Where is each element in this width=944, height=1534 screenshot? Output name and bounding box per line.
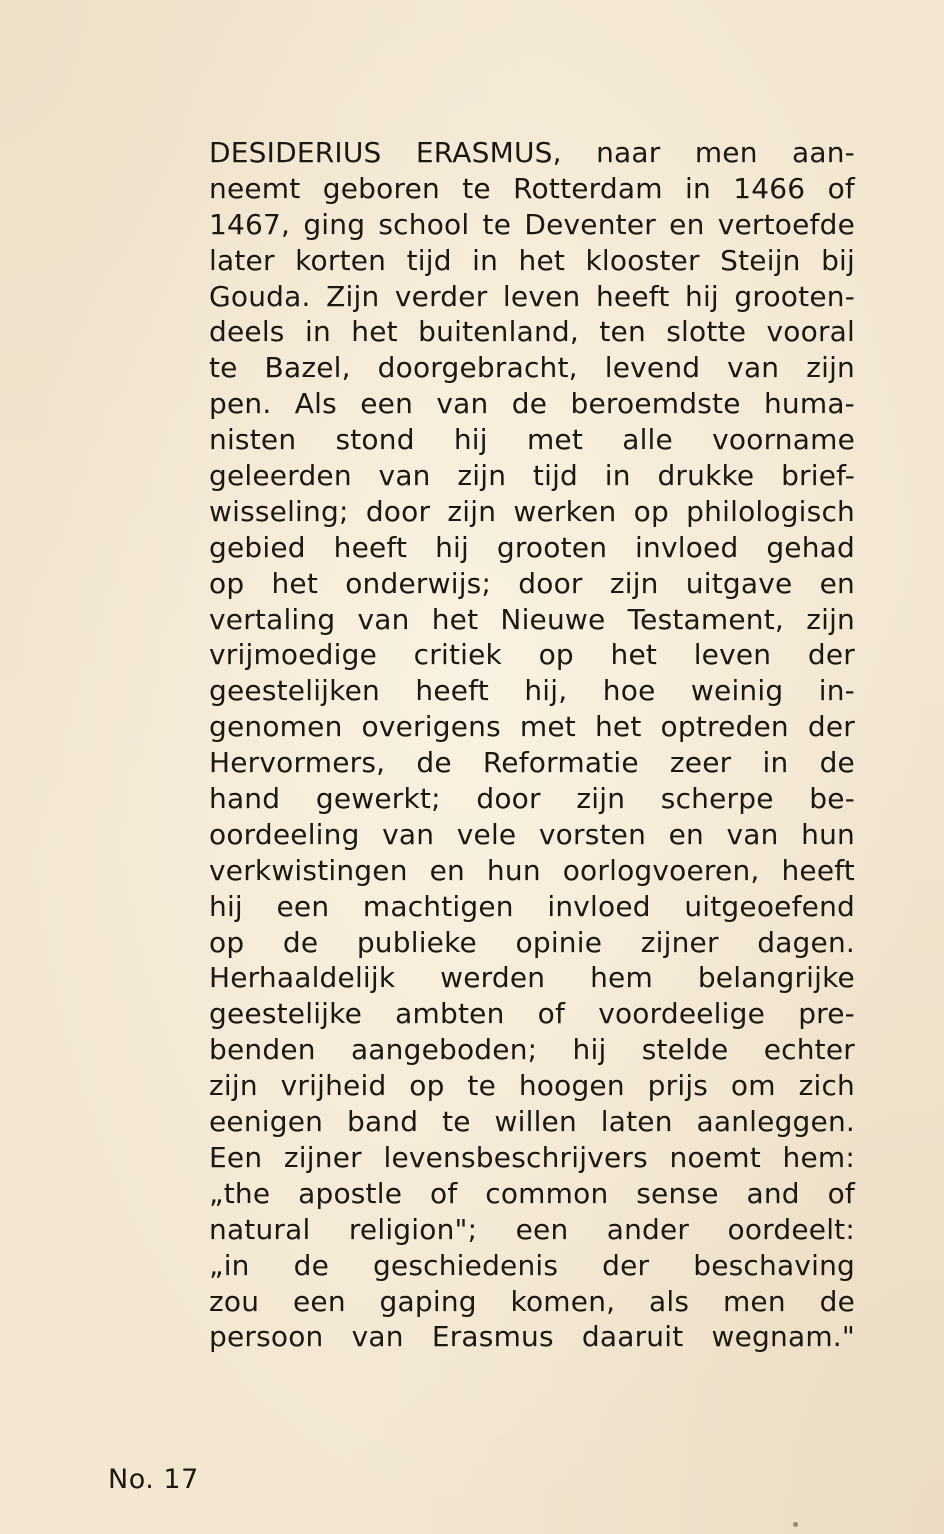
text-line: Gouda. Zijn verder leven heeft hij grooten- (209, 279, 855, 313)
text-line: Hervormers, de Reformatie zeer in de (209, 746, 855, 780)
text-line: zou een gaping komen, als men de (209, 1284, 855, 1318)
text-line: benden aangeboden; hij stelde echter (209, 1033, 855, 1067)
body-text (209, 135, 855, 1355)
text-line: vrijmoedige critiek op het leven der (209, 638, 855, 672)
text-line: DESIDERIUS ERASMUS, naar men aan- (209, 136, 855, 169)
text-line: later korten tijd in het klooster Steijn bij (209, 243, 855, 277)
text-line: verkwistingen en hun oorlogvoeren, heeft (209, 853, 855, 887)
text-line: persoon van Erasmus daaruit wegnam." (209, 1320, 855, 1354)
text-line: geestelijken heeft hij, hoe weinig in- (209, 674, 855, 708)
text-line: op de publieke opinie zijner dagen. (209, 925, 855, 959)
text-line: Herhaaldelijk werden hem belangrijke (209, 961, 855, 995)
text-line: deels in het buitenland, ten slotte vooral (209, 315, 855, 349)
text-line: eenigen band te willen laten aanleggen. (209, 1105, 855, 1139)
text-line: zijn vrijheid op te hoogen prijs om zich (209, 1069, 855, 1103)
text-line: neemt geboren te Rotterdam in 1466 of (209, 171, 855, 205)
text-line: te Bazel, doorgebracht, levend van zijn (209, 351, 855, 385)
text-line: Een zijner levensbeschrijvers noemt hem: (209, 1140, 855, 1174)
text-line: geestelijke ambten of voordeelige pre- (209, 997, 855, 1031)
text-line: „in de geschiedenis der beschaving (209, 1248, 855, 1282)
text-line: geleerden van zijn tijd in drukke brief- (209, 459, 855, 493)
text-line: genomen overigens met het optreden der (209, 710, 855, 744)
text-line: 1467, ging school te Deventer en vertoefde (209, 207, 855, 241)
text-line: wisseling; door zijn werken op philologisch (209, 494, 855, 528)
text-line: op het onderwijs; door zijn uitgave en (209, 566, 855, 600)
text-line: nisten stond hij met alle voorname (209, 423, 855, 457)
text-line: hij een machtigen invloed uitgeoefend (209, 889, 855, 923)
text-line: vertaling van het Nieuwe Testament, zijn (209, 602, 855, 636)
page-number: No. 17 (108, 1464, 199, 1495)
paper-speck (793, 1522, 798, 1527)
text-line: gebied heeft hij grooten invloed gehad (209, 530, 855, 564)
text-line: natural religion"; een ander oordeelt: (209, 1212, 855, 1246)
text-line: hand gewerkt; door zijn scherpe be- (209, 782, 855, 816)
text-line: „the apostle of common sense and of (209, 1176, 855, 1210)
text-line: oordeeling van vele vorsten en van hun (209, 817, 855, 851)
text-line: pen. Als een van de beroemdste huma- (209, 387, 855, 421)
